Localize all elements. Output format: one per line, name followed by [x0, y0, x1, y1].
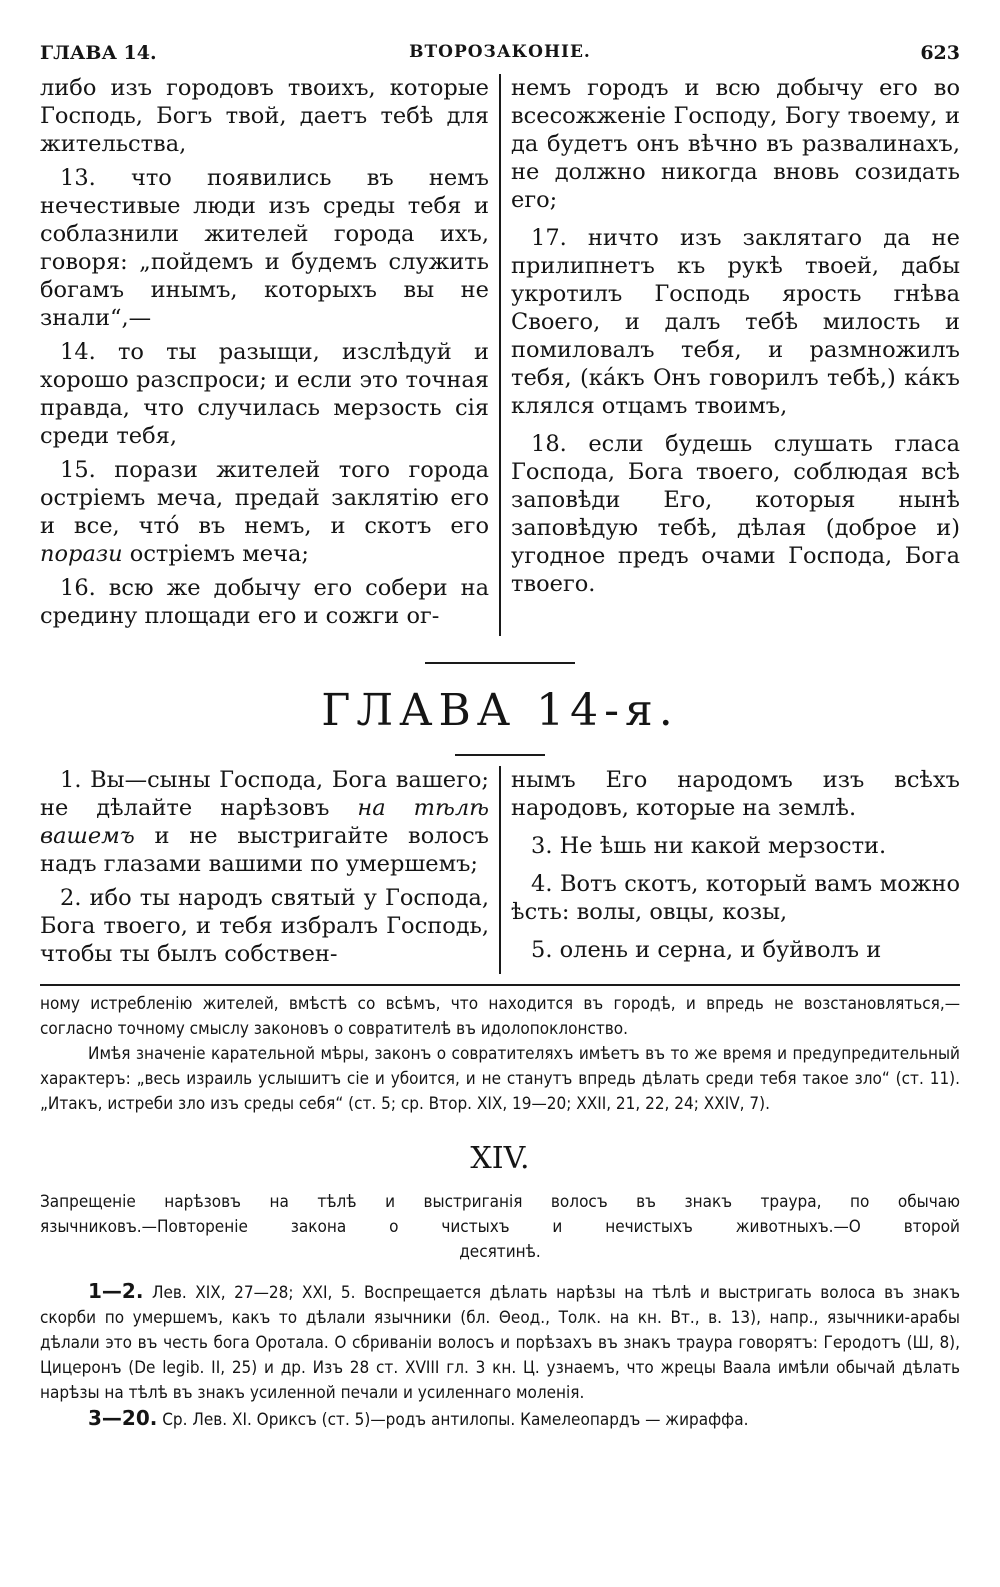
verse-2: 2. ибо ты народъ святый у Господа, Бога твоего, и тебя избралъ Господь, чтобы ты былъ собствен-: [40, 885, 489, 967]
verse-13: 13. что появились въ немъ нечестивые люди изъ среды тебя и соблазнили жителей города ихъ, говоря: „пойдемъ и будемъ служить богамъ инымъ, которыхъ вы не знали“,—: [40, 165, 489, 331]
page-number: 623: [920, 42, 960, 64]
entry-text: Лев. XIX, 27—28; XXI, 5. Воспрещается дѣлать нарѣзы на тѣлѣ и выстригать волоса въ знакъ скорби по умершемъ, какъ то дѣлали язычники (бл. Θеод., Толк. на кн. Вт., в. 13), напр., язычники-арабы дѣлали это въ честь бога Оротала. О сбриваніи волосъ и порѣзахъ въ знакъ траура говорятъ: Геродотъ (Ш, 8), Цицеронъ (De legib. II, 25) и др. Изъ 28 ст. XVIII гл. 3 кн. Ц. узнаемъ, что жрецы Ваала имѣли обычай дѣлать нарѣзы на тѣлѣ въ знакъ усиленной печали и усиленнаго моленія.: [40, 1283, 960, 1403]
verse-1-italic: на тѣлѣ вашемъ: [40, 795, 489, 849]
chapter-left-column: [40, 766, 499, 974]
summary-line: десятинѣ.: [459, 1242, 541, 1262]
top-right-column: [501, 74, 960, 636]
commentary-entry: [40, 1406, 960, 1433]
verse-5: 5. олень и серна, и буйволъ и: [531, 937, 882, 963]
summary-line: язычниковъ.—Повтореніе закона о чистыхъ и нечистыхъ животныхъ.—О второй: [40, 1217, 960, 1237]
running-head: [40, 30, 960, 74]
verse-15-part-2: остріемъ меча;: [122, 541, 309, 567]
verse-15: [40, 456, 489, 568]
verse-15-italic: порази: [40, 541, 123, 567]
top-left-column: [40, 74, 499, 636]
chapter-right-column: [501, 766, 960, 974]
verse-15-part-1: 15. порази жителей того города остріемъ меча, предай заклятію его и все, что́ въ немъ, и скотъ его: [40, 457, 489, 539]
chapter-label: ГЛАВА 14.: [40, 42, 157, 64]
commentary-entry: [40, 1279, 960, 1406]
verse-1-part-2: и не выстригайте волосъ надъ глазами вашими по умершемъ;: [40, 823, 489, 877]
verse-1-part-1: 1. Вы—сыны Господа, Бога вашего; не дѣлайте нарѣзовъ: [40, 767, 489, 821]
chapter-text-columns: [40, 766, 960, 974]
commentary-rule: [40, 984, 960, 986]
verse-reference: 1—2.: [88, 1279, 144, 1303]
book-title: ВТОРОЗАКОНІЕ.: [409, 42, 591, 62]
verse-reference: 3—20.: [88, 1406, 158, 1430]
book-page: [40, 30, 960, 1433]
chapter-rule-top: [425, 662, 575, 664]
section-summary: [40, 1190, 960, 1265]
verse-14: 14. то ты разыщи, изслѣдуй и хорошо разспроси; и если это точная правда, что случилась мерзость сія среди тебя,: [40, 339, 489, 449]
verse-17: 17. ничто изъ заклятаго да не прилипнетъ къ рукѣ твоей, дабы укротилъ Господь ярость гнѣва Своего, и далъ тебѣ милость и помиловалъ тебя, и размножилъ тебя, (ка́къ Онъ говорилъ тебѣ,) ка́къ клялся отцамъ твоимъ,: [511, 225, 960, 419]
verse-2-continuation: нымъ Его народомъ изъ всѣхъ народовъ, которые на землѣ.: [511, 767, 960, 821]
section-number: XIV.: [470, 1141, 530, 1176]
verse-16-continuation: немъ городъ и всю добычу его во всесожженіе Господу, Богу твоему, и да будетъ онъ вѣчно въ развалинахъ, не должно никогда вновь созидать его;: [511, 75, 960, 213]
top-text-columns: [40, 74, 960, 636]
verse-4: 4. Вотъ скотъ, который вамъ можно ѣсть: волы, овцы, козы,: [511, 871, 960, 925]
verse-3: 3. Не ѣшь ни какой мерзости.: [531, 833, 887, 859]
chapter-heading: ГЛАВА 14-я.: [321, 685, 679, 736]
verse-1: [40, 766, 489, 878]
commentary-continuation: ному истребленію жителей, вмѣстѣ со всѣмъ, что находится въ городѣ, и впредь не возстановляться,—согласно точному смыслу законовъ о совратителѣ въ идолопоклонство.: [40, 994, 960, 1039]
chapter-rule-bottom: [455, 754, 545, 756]
entry-text: Ср. Лев. XI. Ориксъ (ст. 5)—родъ антилопы. Камелеопардъ — жираффа.: [157, 1410, 749, 1430]
verse-fragment: либо изъ городовъ твоихъ, которые Господь, Богъ твой, даетъ тебѣ для жительства,: [40, 75, 489, 157]
verse-18: 18. если будешь слушать гласа Господа, Бога твоего, соблюдая всѣ заповѣди Его, которыя нынѣ заповѣдую тебѣ, дѣлая (доброе и) угодное предъ очами Господа, Бога твоего.: [511, 431, 960, 597]
commentary-paragraph: Имѣя значеніе карательной мѣры, законъ о совратителяхъ имѣетъ въ то же время и предупредительный характеръ: „весь израиль услышитъ сіе и убоится, и не станутъ впредь дѣлать среди тебя такое зло“ (ст. 11). „Итакъ, истреби зло изъ среды себя“ (ст. 5; ср. Втор. XIX, 19—20; XXII, 21, 22, 24; XXIV, 7).: [40, 1044, 960, 1114]
summary-line: Запрещеніе нарѣзовъ на тѣлѣ и выстриганія волосъ въ знакъ траура, по обычаю: [40, 1192, 960, 1212]
verse-16: 16. всю же добычу его собери на средину площади его и сожги ог-: [40, 575, 489, 629]
